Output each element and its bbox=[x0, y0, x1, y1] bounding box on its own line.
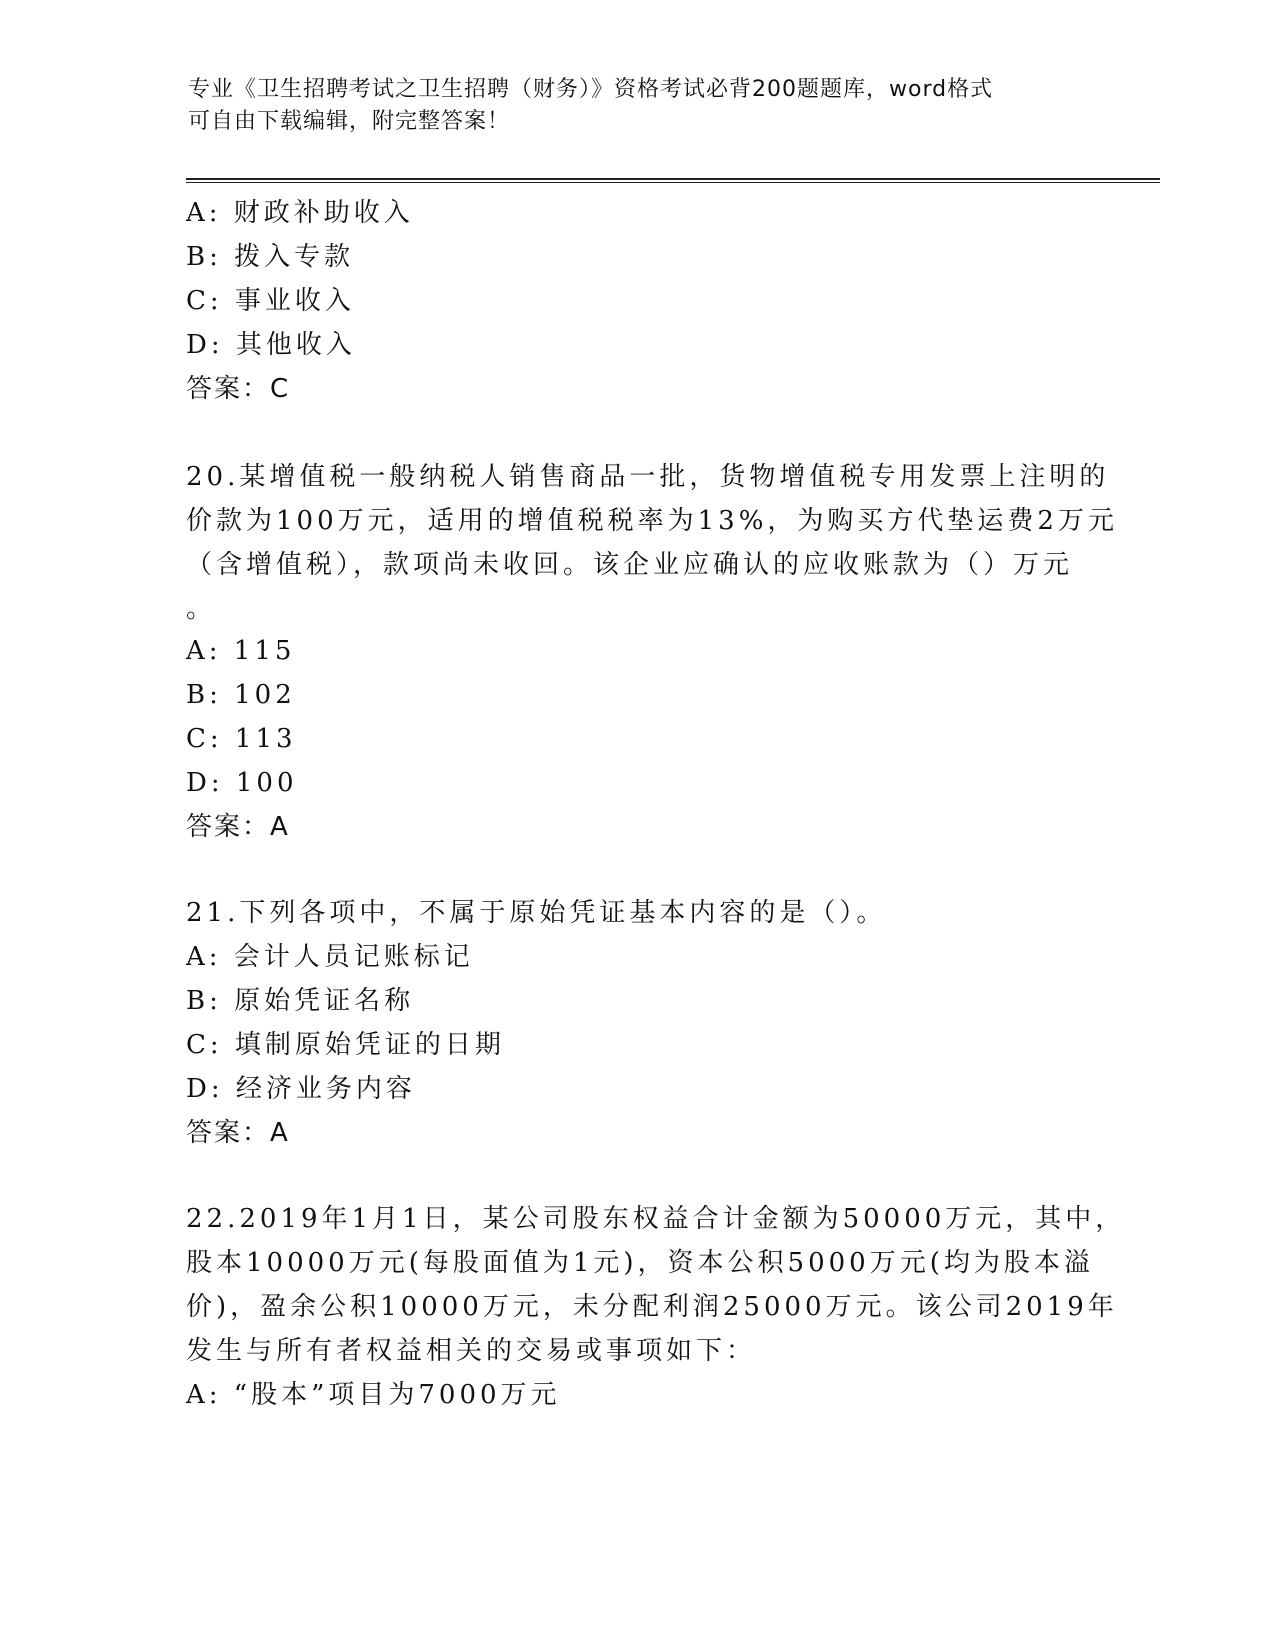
option-a: A: 会计人员记账标记 bbox=[186, 942, 474, 972]
question-text-line: 发生与所有者权益相关的交易或事项如下： bbox=[186, 1336, 757, 1366]
option-a: A: 115 bbox=[186, 636, 296, 666]
header-divider bbox=[186, 178, 1160, 180]
question-text-line: 价款为100万元，适用的增值税税率为13%，为购买方代垫运费2万元 bbox=[186, 506, 1118, 536]
question-text-line: 价)，盈余公积10000万元，未分配利润25000万元。该公司2019年 bbox=[186, 1292, 1118, 1322]
answer-line: 答案：A bbox=[186, 812, 290, 842]
option-b: B: 102 bbox=[186, 680, 296, 710]
option-b: B: 拨入专款 bbox=[186, 242, 355, 272]
header-line-2: 可自由下载编辑，附完整答案！ bbox=[188, 109, 511, 134]
option-d: D: 100 bbox=[186, 768, 298, 798]
answer-line: 答案：A bbox=[186, 1118, 290, 1148]
option-a: A: “股本”项目为7000万元 bbox=[186, 1380, 561, 1410]
option-c: C: 填制原始凭证的日期 bbox=[186, 1030, 505, 1060]
question-text-line: （含增值税），款项尚未收回。该企业应确认的应收账款为（）万元 bbox=[186, 550, 1074, 580]
question-text-line: 。 bbox=[186, 594, 217, 624]
option-b: B: 原始凭证名称 bbox=[186, 986, 415, 1016]
document-header bbox=[188, 74, 1068, 138]
question-text-line: 股本10000万元(每股面值为1元)，资本公积5000万元(均为股本溢 bbox=[186, 1248, 1094, 1278]
option-d: D: 其他收入 bbox=[186, 330, 356, 360]
answer-line: 答案：C bbox=[186, 374, 291, 404]
question-text-line: 21.下列各项中，不属于原始凭证基本内容的是（）。 bbox=[186, 898, 887, 928]
header-divider-thin bbox=[186, 182, 1160, 183]
header-line-1: 专业《卫生招聘考试之卫生招聘（财务）》资格考试必背200题题库，word格式 bbox=[188, 77, 994, 102]
option-c: C: 事业收入 bbox=[186, 286, 355, 316]
option-d: D: 经济业务内容 bbox=[186, 1074, 416, 1104]
question-text-line: 22.2019年1月1日，某公司股东权益合计金额为50000万元，其中， bbox=[186, 1204, 1126, 1234]
option-a: A: 财政补助收入 bbox=[186, 198, 414, 228]
question-text-line: 20.某增值税一般纳税人销售商品一批，货物增值税专用发票上注明的 bbox=[186, 462, 1110, 492]
option-c: C: 113 bbox=[186, 724, 297, 754]
